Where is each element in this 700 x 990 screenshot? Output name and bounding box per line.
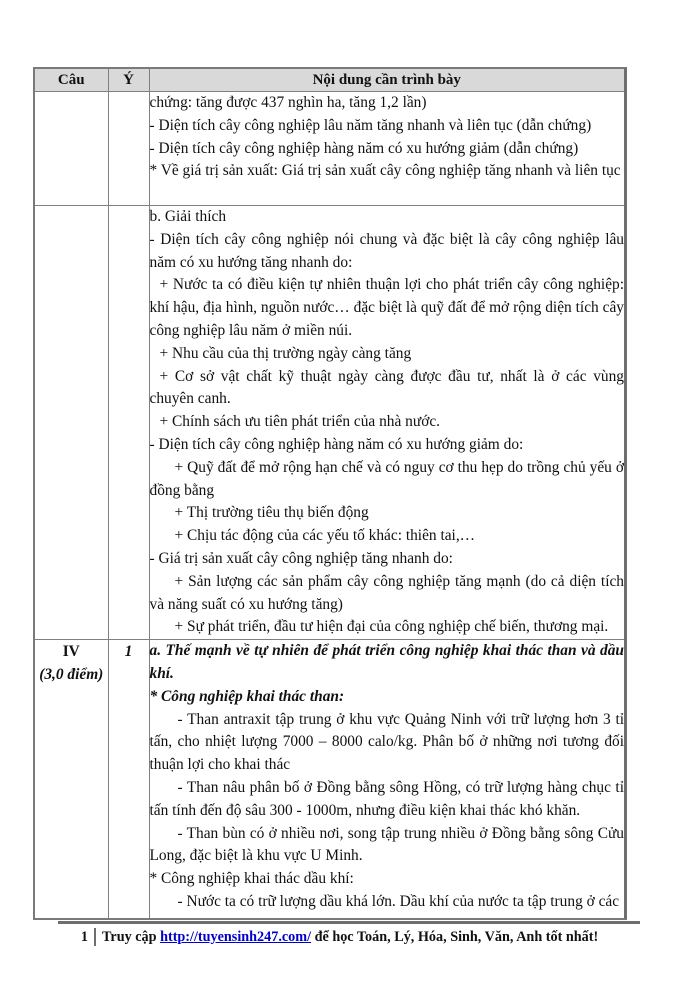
answer-table-container xyxy=(33,67,627,920)
content-line: + Nhu cầu của thị trường ngày càng tăng xyxy=(159,344,412,362)
heading-prefix: a. xyxy=(149,642,162,660)
content-line: - Giá trị sản xuất cây công nghiệp tăng nhanh do: xyxy=(149,549,453,567)
content-line: + Sự phát triển, đầu tư hiện đại của công nghiệp chế biến, thương mại. xyxy=(174,618,609,636)
content-line: + Chính sách ưu tiên phát triển của nhà nước. xyxy=(159,413,441,431)
answer-table xyxy=(35,69,624,918)
content-cell xyxy=(149,92,624,206)
footer-suffix: để học Toán, Lý, Hóa, Sinh, Văn, Anh tốt nhất! xyxy=(314,928,599,945)
table-row xyxy=(35,206,624,640)
cau-cell xyxy=(35,206,108,640)
section-heading xyxy=(150,640,625,686)
header-y: Ý xyxy=(108,69,149,92)
cau-cell xyxy=(35,640,108,919)
content-cell xyxy=(149,206,624,640)
content-line: - Diện tích cây công nghiệp nói chung và đặc biệt là cây công nghiệp lâu năm có xu hướng tăng nhanh do: xyxy=(149,230,624,271)
content-line: chứng: tăng được 437 nghìn ha, tăng 1,2 lần) xyxy=(149,94,427,111)
content-line: + Nước ta có điều kiện tự nhiên thuận lợi cho phát triển cây công nghiệp: khí hậu, địa hình, nguồn nước… đặc biệt là quỹ đất để mở rộng diện tích cây công nghiệp lâu năm ở miền núi. xyxy=(149,276,624,339)
cau-cell xyxy=(35,92,108,206)
header-cau: Câu xyxy=(35,69,108,92)
content-line: + Chịu tác động của các yếu tố khác: thiên tai,… xyxy=(174,527,476,545)
content-line: - Than antraxit tập trung ở khu vực Quảng Ninh với trữ lượng hơn 3 tỉ tấn, cho nhiệt lượng 7000 – 8000 calo/kg. Phân bố ở những nơi tương đối thuận lợi cho khai thác xyxy=(149,710,624,774)
content-line: - Diện tích cây công nghiệp lâu năm tăng nhanh và liên tục (dẫn chứng) xyxy=(149,116,592,134)
content-line: + Cơ sở vật chất kỹ thuật ngày càng được đầu tư, nhất là ở các vùng chuyên canh. xyxy=(149,367,624,408)
table-row xyxy=(35,640,624,919)
content-line: + Sản lượng các sản phẩm cây công nghiệp tăng mạnh (do cả diện tích và năng suất có xu hướng tăng) xyxy=(149,572,624,613)
footer-content xyxy=(58,927,598,947)
cau-number: IV xyxy=(62,643,80,661)
table-header-row xyxy=(35,69,624,92)
content-line: * Công nghiệp khai thác dầu khí: xyxy=(149,870,354,888)
content-line: + Quỹ đất để mở rộng hạn chế và có nguy cơ thu hẹp do trồng chủ yếu ở đồng bằng xyxy=(149,458,624,499)
footer-link[interactable]: http://tuyensinh247.com/ xyxy=(160,928,312,945)
content-line: - Nước ta có trữ lượng dầu khá lớn. Dầu khí của nước ta tập trung ở các xyxy=(177,892,620,910)
content-line: * Về giá trị sản xuất: Giá trị sản xuất cây công nghiệp tăng nhanh và liên tục xyxy=(149,162,621,180)
content-line: + Thị trường tiêu thụ biến động xyxy=(174,504,369,522)
y-cell xyxy=(108,92,149,206)
y-cell xyxy=(108,206,149,640)
y-cell: 1 xyxy=(108,640,149,919)
content-line: - Than bùn có ở nhiều nơi, song tập trung nhiều ở Đồng bằng sông Cửu Long, đặc biệt là khu vực U Minh. xyxy=(149,824,624,865)
section-heading: b. Giải thích xyxy=(149,208,227,225)
content-line: - Diện tích cây công nghiệp hàng năm có xu hướng giảm do: xyxy=(149,435,524,453)
content-line: - Than nâu phân bố ở Đồng bằng sông Hồng, có trữ lượng hàng chục tỉ tấn tính đến độ sâu 300 - 1000m, nhưng điều kiện khai thác khó khăn. xyxy=(149,778,624,819)
heading-text: Thế mạnh về tự nhiên để phát triển công nghiệp khai thác than và dầu khí. xyxy=(149,642,624,682)
content-cell xyxy=(149,640,624,919)
header-noi-dung: Nội dung cần trình bày xyxy=(149,69,624,92)
content-line: - Diện tích cây công nghiệp hàng năm có xu hướng giảm (dẫn chứng) xyxy=(149,139,579,157)
footer-prefix: Truy cập xyxy=(102,928,157,945)
subheading: * Công nghiệp khai thác than: xyxy=(149,687,345,705)
cau-points: (3,0 điểm) xyxy=(39,666,104,684)
table-row xyxy=(35,92,624,206)
page-footer xyxy=(58,921,640,945)
page-number: 1 xyxy=(58,928,96,946)
